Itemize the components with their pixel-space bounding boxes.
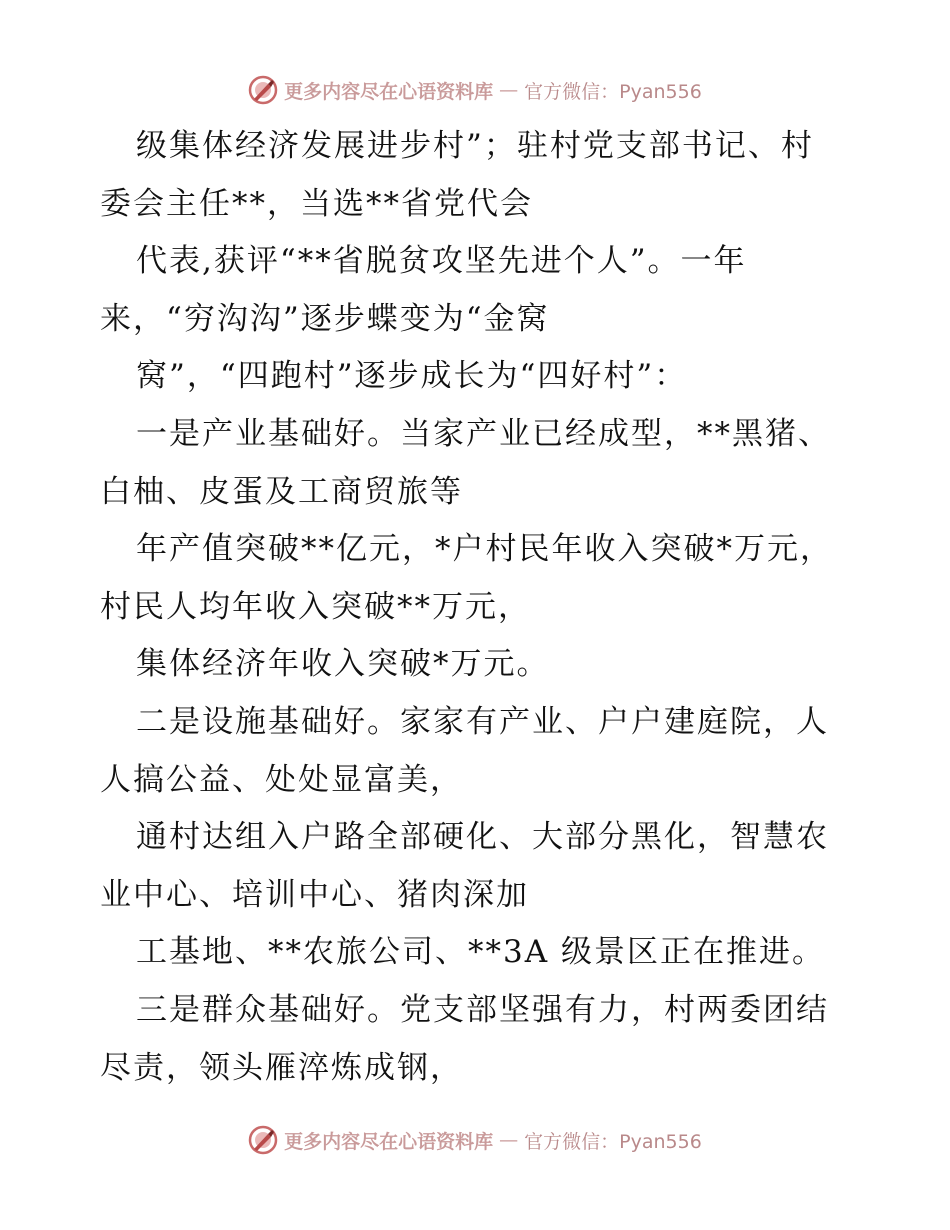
text-line: 代表,获评“**省脱贫攻坚先进个人”。一年 [136, 243, 747, 280]
header-wechat-id: 官方微信：Pyan556 [524, 80, 702, 103]
text-line: 通村达组入户路全部硬化、大部分黑化，智慧农 [136, 819, 829, 856]
footer-brand [248, 1125, 702, 1155]
pen-seal-logo-icon [248, 75, 278, 105]
footer-wechat-id: 官方微信：Pyan556 [524, 1130, 702, 1153]
document-body [100, 118, 860, 1097]
text-line: 来，“穷沟沟”逐步蝶变为“金窝 [100, 300, 550, 337]
text-line: 三是群众基础好。党支部坚强有力，村两委团结 [136, 991, 829, 1028]
text-line: 工基地、**农旅公司、**3A 级景区正在推进。 [136, 934, 825, 971]
header-brand-name: 更多内容尽在心语资料库 [284, 80, 494, 103]
page-footer [0, 1120, 950, 1160]
text-line: 二是设施基础好。家家有产业、户户建庭院，人 [136, 703, 829, 740]
pen-seal-logo-icon [248, 1125, 278, 1155]
text-line: 委会主任**，当选**省党代会 [100, 185, 533, 222]
page-header [0, 70, 950, 110]
text-line: 窝”，“四跑村”逐步成长为“四好村”： [136, 358, 688, 395]
text-line: 人搞公益、处处显富美， [100, 761, 463, 798]
footer-brand-name: 更多内容尽在心语资料库 [284, 1130, 494, 1153]
footer-separator: — [499, 1129, 519, 1151]
text-line: 集体经济年收入突破*万元。 [136, 646, 550, 683]
text-line: 年产值突破**亿元，*户村民年收入突破*万元， [136, 531, 833, 568]
text-line: 业中心、培训中心、猪肉深加 [100, 876, 529, 913]
header-brand [248, 75, 702, 105]
text-line: 一是产业基础好。当家产业已经成型，**黑猪、 [136, 415, 831, 452]
text-line: 村民人均年收入突破**万元， [100, 588, 531, 625]
text-line: 白柚、皮蛋及工商贸旅等 [100, 473, 463, 510]
header-separator: — [499, 79, 519, 101]
text-line: 尽责，领头雁淬炼成钢， [100, 1049, 463, 1086]
text-line: 级集体经济发展进步村”；驻村党支部书记、村 [136, 128, 814, 164]
